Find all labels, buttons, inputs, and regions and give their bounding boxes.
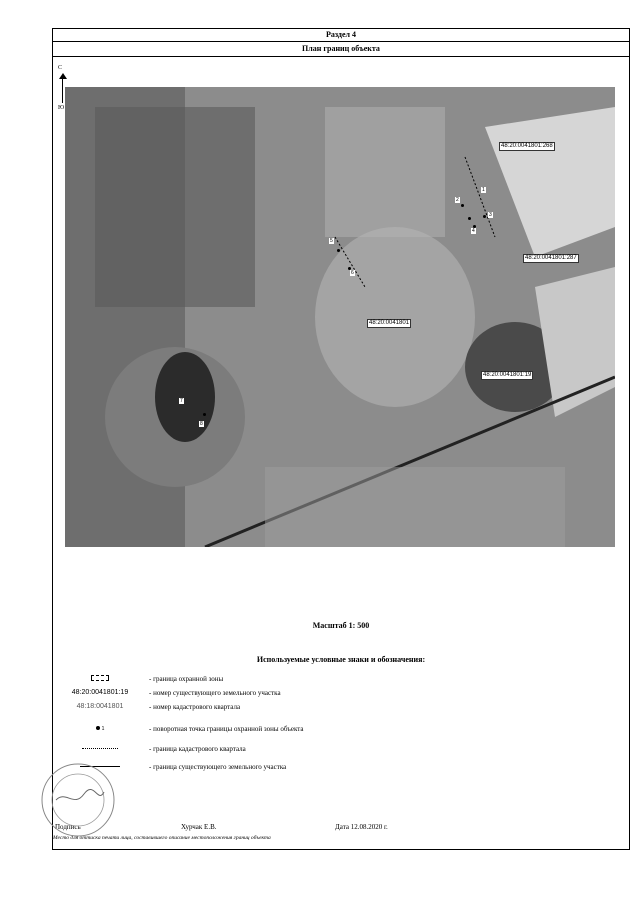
signature-label: Подпись [55,823,81,831]
legend-text: - номер кадастрового квартала [149,703,241,711]
section-title: Раздел 4 [53,29,629,42]
stamp-seal [38,760,118,840]
legend-text: - номер существующего земельного участка [149,689,281,697]
aerial-map [65,87,615,547]
legend-row [53,703,629,717]
turning-point-marker [468,217,471,220]
parcel-label: 48:20:0041801:287 [525,255,577,261]
legend-symbol: 48:20:0041801:19 [71,689,129,696]
legend-text: - граница существующего земельного участка [149,763,287,771]
point-number: 4 [472,228,475,234]
arrow-shaft [62,75,63,103]
aerial-photo [65,87,615,547]
legend-row [53,689,629,703]
north-label: С [58,65,63,71]
legend-row [53,725,629,739]
point-number: 8 [200,421,203,427]
south-label: Ю [58,105,65,111]
turning-point-marker [461,204,464,207]
quarter-boundary-symbol [53,745,147,752]
point-number: 2 [456,197,459,203]
parcel-label: 48:20:0041801:19 [483,372,532,378]
point-number: 6 [351,270,354,276]
legend-text: - граница охранной зоны [149,675,224,683]
turning-point-marker [483,215,486,218]
scale-label: Масштаб 1: 500 [312,621,370,630]
legend-symbol: 48:18:0041801 [76,703,124,710]
arrow-head-icon [59,73,67,79]
legend-row [53,745,629,759]
turning-point-symbol [53,725,147,732]
date: Дата 12.08.2020 г. [335,823,388,831]
document-frame [52,28,630,850]
legend-row [53,675,629,689]
parcel-label: 48:20:0041801:268 [501,143,553,149]
legend-row [53,763,629,777]
point-number: 1 [482,187,485,193]
turning-point-marker [337,249,340,252]
point-number: 5 [330,238,333,244]
point-number: 3 [489,212,492,218]
signer-name: Хурчак Е.В. [181,823,217,831]
legend-symbol: 1 [101,726,105,732]
protection-zone-symbol [53,675,147,682]
legend-title: Используемые условные знаки и обозначения: [256,655,426,664]
turning-point-marker [203,413,206,416]
seal-caption: Место для оттиска печати лица, составившего описание местоположения границ объекта [53,835,271,841]
legend-text: - граница кадастрового квартала [149,745,246,753]
plan-title: План границ объекта [53,42,629,57]
point-number: 7 [180,398,183,404]
quarter-label: 48:20:0041801 [369,320,410,326]
legend-text: - поворотная точка границы охранной зоны объекта [149,725,304,733]
